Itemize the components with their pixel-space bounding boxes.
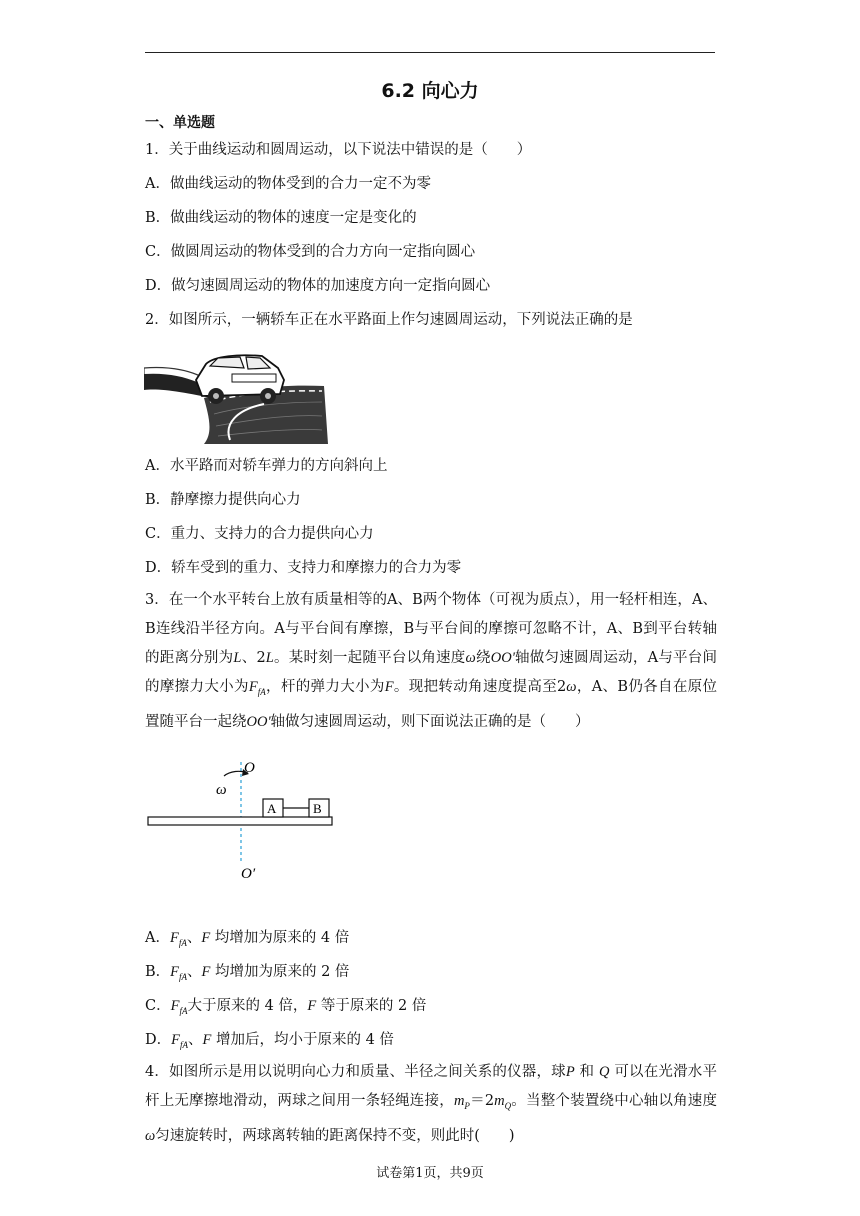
q2-stem: 2．如图所示，一辆轿车正在水平路面上作匀速圆周运动，下列说法正确的是 — [145, 312, 633, 328]
car-on-road-figure — [144, 344, 334, 448]
label-o-prime: O′ — [241, 866, 256, 882]
q2-option-b[interactable]: B．静摩擦力提供向心力 — [145, 492, 301, 508]
page-footer: 试卷第1页，共9页 — [376, 1166, 484, 1181]
q2-option-a[interactable]: A．水平路而对轿车弹力的方向斜向上 — [145, 458, 388, 474]
q1-option-b[interactable]: B．做曲线运动的物体的速度一定是变化的 — [145, 210, 417, 226]
q1-option-c[interactable]: C．做圆周运动的物体受到的合力方向一定指向圆心 — [145, 244, 476, 260]
q3-option-c[interactable]: C．$F_{fA}$大于原来的 4 倍，F 等于原来的 2 倍 — [145, 998, 427, 1016]
turntable-figure — [144, 752, 344, 884]
q1-option-a[interactable]: A．做曲线运动的物体受到的合力一定不为零 — [145, 176, 431, 192]
label-o: O — [244, 760, 255, 776]
q3-option-a[interactable]: A．$F_{fA}$、F 均增加为原来的 4 倍 — [145, 930, 350, 948]
q3-option-b[interactable]: B．$F_{fA}$、F 均增加为原来的 2 倍 — [145, 964, 350, 982]
label-b: B — [313, 801, 322, 816]
turntable — [148, 817, 332, 825]
section-heading: 一、单选题 — [145, 115, 215, 131]
q1-stem: 1．关于曲线运动和圆周运动，以下说法中错误的是（ ） — [145, 142, 532, 158]
q2-option-c[interactable]: C．重力、支持力的合力提供向心力 — [145, 526, 374, 542]
q2-option-d[interactable]: D．轿车受到的重力、支持力和摩擦力的合力为零 — [145, 560, 462, 576]
q3-option-d[interactable]: D．$F_{fA}$、F 增加后，均小于原来的 4 倍 — [145, 1032, 394, 1050]
page-title: 6.2 向心力 — [381, 80, 479, 102]
q3-stem: 3．在一个水平转台上放有质量相等的A、B两个物体（可视为质点），用一轻杆相连，A、B连线沿半径方向。A与平台间有摩擦，B与平台间的摩擦可忽略不计，A、B到平台转轴的距离分别为L、2L。某时刻一起随平台以角速度ω绕OO'轴做匀速圆周运动，A与平台间的摩擦力大小为$F_{fA}$，杆的弹力大小为F。现把转动角速度提高至2ω，A、B仍各自在原位置随平台一起绕OO'轴做匀速圆周运动，则下面说法正确的是（ ） — [145, 592, 718, 730]
q4-stem: 4．如图所示是用以说明向心力和质量、半径之间关系的仪器，球P 和 Q 可以在光滑水平杆上无摩擦地滑动，两球之间用一条轻绳连接，$m_P=2m_Q$。当整个装置绕中心轴以角速度ω匀速旋转时，两球离转轴的距离保持不变，则此时( ) — [145, 1064, 718, 1144]
label-a: A — [267, 801, 277, 816]
q1-option-d[interactable]: D．做匀速圆周运动的物体的加速度方向一定指向圆心 — [145, 278, 491, 294]
label-omega: ω — [216, 782, 227, 798]
header-rule — [145, 52, 715, 53]
